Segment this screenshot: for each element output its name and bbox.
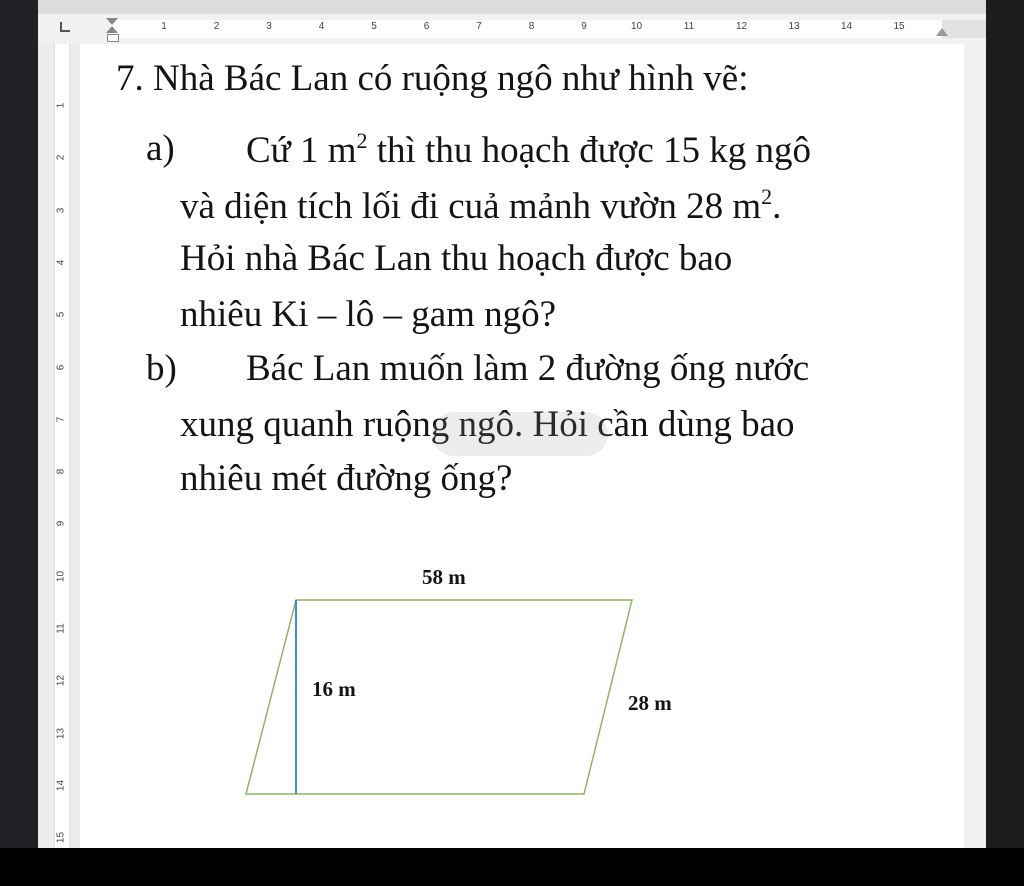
ruler-number: 10 [630, 21, 643, 32]
part-b-marker: b) [146, 348, 177, 389]
ruler-number: 5 [55, 311, 67, 318]
ruler-number: 15 [55, 832, 67, 844]
parallelogram-shape [246, 600, 632, 794]
part-a-line-4: nhiêu Ki – lô – gam ngô? [180, 294, 557, 335]
ruler-number: 2 [213, 21, 220, 32]
ruler-number: 8 [528, 21, 535, 32]
superscript: 2 [356, 128, 368, 153]
part-a-line-3: Hỏi nhà Bác Lan thu hoạch được bao [180, 238, 733, 279]
height-label: 16 m [312, 677, 356, 701]
ruler-number: 7 [476, 21, 482, 32]
ruler-number: 14 [55, 779, 67, 791]
ruler-number: 3 [266, 21, 272, 32]
ruler-number: 7 [55, 416, 67, 423]
question-heading: 7. Nhà Bác Lan có ruộng ngô như hình vẽ: [116, 58, 749, 99]
ruler-number: 6 [423, 21, 430, 32]
ruler-number: 10 [55, 570, 67, 582]
ruler-number: 1 [161, 21, 167, 32]
bottom-bar [0, 848, 1024, 886]
part-b-line-1: Bác Lan muốn làm 2 đường ống nước [246, 348, 810, 389]
top-side-label: 58 m [422, 565, 466, 589]
superscript: 2 [761, 184, 773, 209]
ruler-number: 13 [788, 21, 800, 32]
ruler-number: 8 [55, 468, 67, 475]
ruler-number: 9 [55, 521, 67, 527]
part-a-marker: a) [146, 128, 175, 169]
part-b-line-3: nhiêu mét đường ống? [180, 458, 513, 499]
ruler-number: 12 [55, 675, 67, 687]
ruler-number: 6 [55, 364, 67, 370]
ruler-number: 9 [581, 21, 587, 32]
ruler-number: 13 [55, 727, 67, 739]
ruler-number: 1 [55, 102, 67, 109]
part-a-line-2: và diện tích lối đi cuả mảnh vườn 28 $m^2$. [180, 184, 782, 227]
part-b-line-2: xung quanh ruộng ngô. Hỏi cần dùng bao [180, 404, 795, 445]
ruler-number: 11 [683, 21, 695, 32]
part-a-line-1: Cứ 1 $m^2$ thì thu hoạch được 15 kg ngô [246, 128, 811, 171]
ruler-number: 11 [55, 623, 67, 634]
ruler-number: 5 [371, 21, 377, 32]
ruler-number: 12 [735, 21, 748, 32]
slant-side-label: 28 m [628, 691, 672, 715]
ruler-number: 4 [318, 21, 325, 32]
ruler-number: 14 [840, 21, 853, 32]
ruler-number: 4 [55, 259, 67, 266]
ruler-number: 3 [55, 207, 67, 213]
ruler-number: 15 [893, 21, 905, 32]
ruler-number: 2 [55, 155, 67, 161]
